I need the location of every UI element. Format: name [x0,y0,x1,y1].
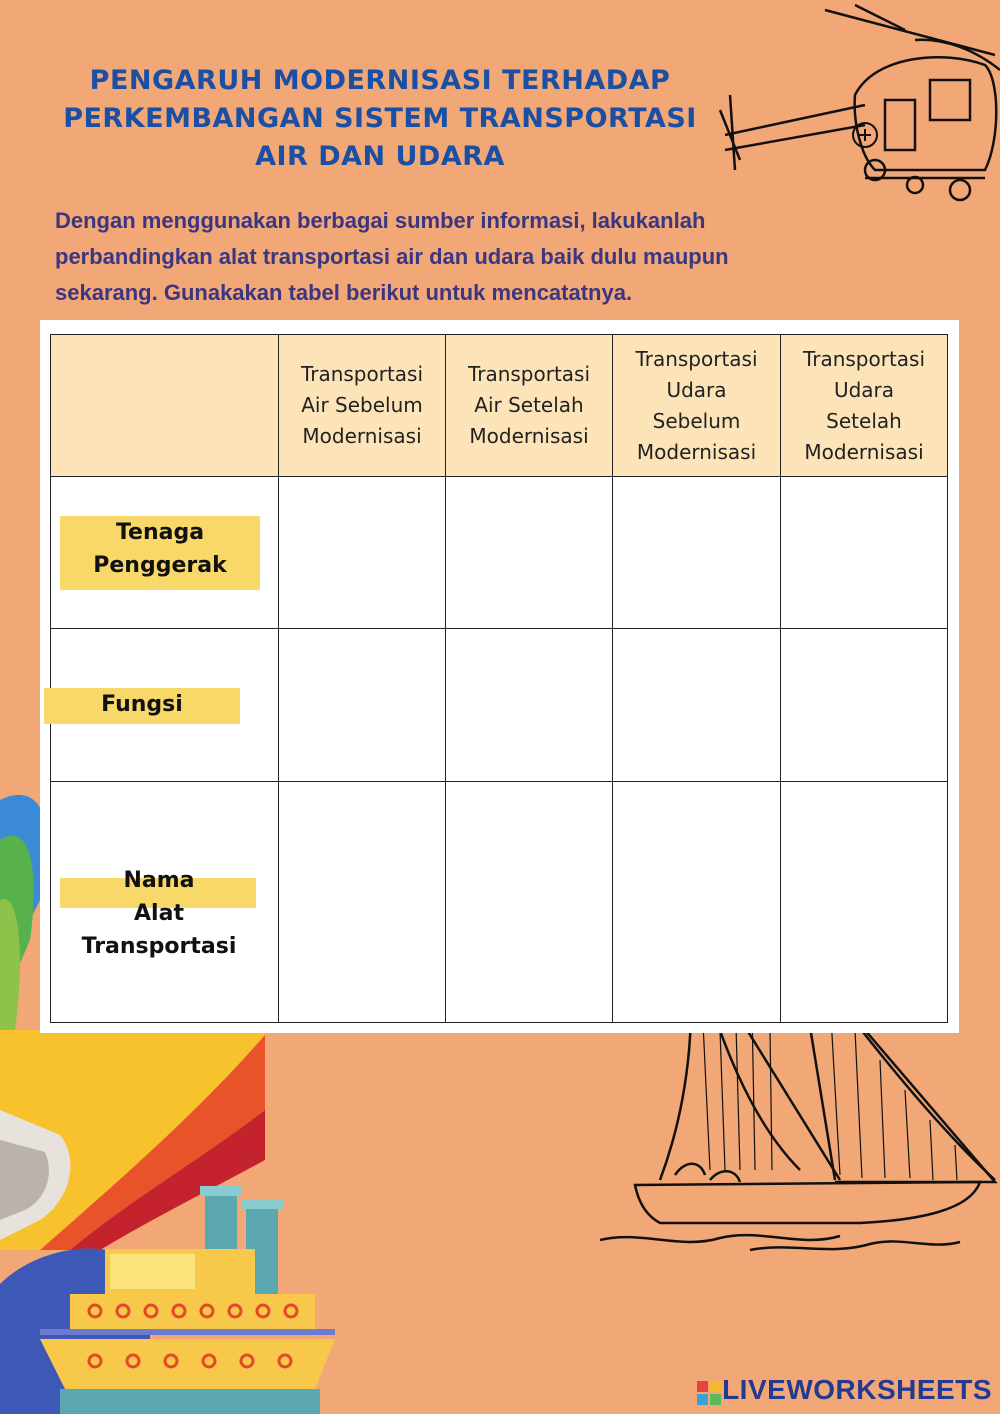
answer-cell[interactable] [279,629,446,782]
answer-cell[interactable] [781,629,948,782]
header-text: Udara [833,377,895,402]
row-label-nama-alat-transportasi [54,864,264,959]
header-text: Udara [666,377,727,402]
row-label-text: Alat Transportasi [81,901,237,959]
header-corner-cell [51,335,279,477]
answer-cell[interactable] [446,477,613,629]
answer-cell[interactable] [446,782,613,1023]
row-label-text: Tenaga [115,520,205,545]
header-text: Transportasi [300,362,424,386]
header-text: Modernisasi [302,424,422,448]
row-label-fungsi [44,688,240,724]
intro-line-3: sekarang. Gunakakan tabel berikut untuk mencatatnya. [55,280,633,305]
intro-line-1: Dengan menggunakan berbagai sumber informasi, lakukanlah [55,208,706,233]
row-label-text: Fungsi [101,692,183,717]
header-air-transport-after [781,335,948,477]
page-title [40,62,720,176]
answer-cell[interactable] [781,782,948,1023]
header-text: Modernisasi [804,439,924,464]
header-text: Air Sebelum [301,393,423,417]
answer-cell[interactable] [613,782,781,1023]
intro-line-2: perbandingkan alat transportasi air dan udara baik dulu maupun [55,244,729,269]
title-line-3: AIR DAN UDARA [255,141,505,172]
table-header-row [51,335,948,477]
helicopter-illustration [715,0,1000,210]
row-label-text: Penggerak [93,553,227,578]
header-text: Modernisasi [636,439,757,464]
answer-cell[interactable] [781,477,948,629]
liveworksheets-logo-icon [697,1381,721,1405]
answer-cell[interactable] [613,477,781,629]
answer-cell[interactable] [279,477,446,629]
title-line-2: PERKEMBANGAN SISTEM TRANSPORTASI [63,103,697,134]
header-air-before [279,335,446,477]
instructions-text [55,203,855,311]
header-text: Modernisasi [469,424,589,448]
header-text: Setelah [826,408,902,433]
header-text: Transportasi [635,346,758,371]
answer-cell[interactable] [613,629,781,782]
row-label-tenaga-penggerak [60,516,260,590]
header-text: Transportasi [802,346,926,371]
steamship-illustration [0,1164,350,1414]
brand-wordmark[interactable]: LIVEWORKSHEETS [722,1374,992,1405]
header-air-transport-before [613,335,781,477]
row-label-text: Nama [123,868,195,893]
answer-cell[interactable] [279,782,446,1023]
header-text: Sebelum [652,408,741,433]
answer-cell[interactable] [446,629,613,782]
title-line-1: PENGARUH MODERNISASI TERHADAP [89,65,671,96]
header-air-after [446,335,613,477]
header-text: Transportasi [467,362,591,386]
header-text: Air Setelah [474,393,584,417]
